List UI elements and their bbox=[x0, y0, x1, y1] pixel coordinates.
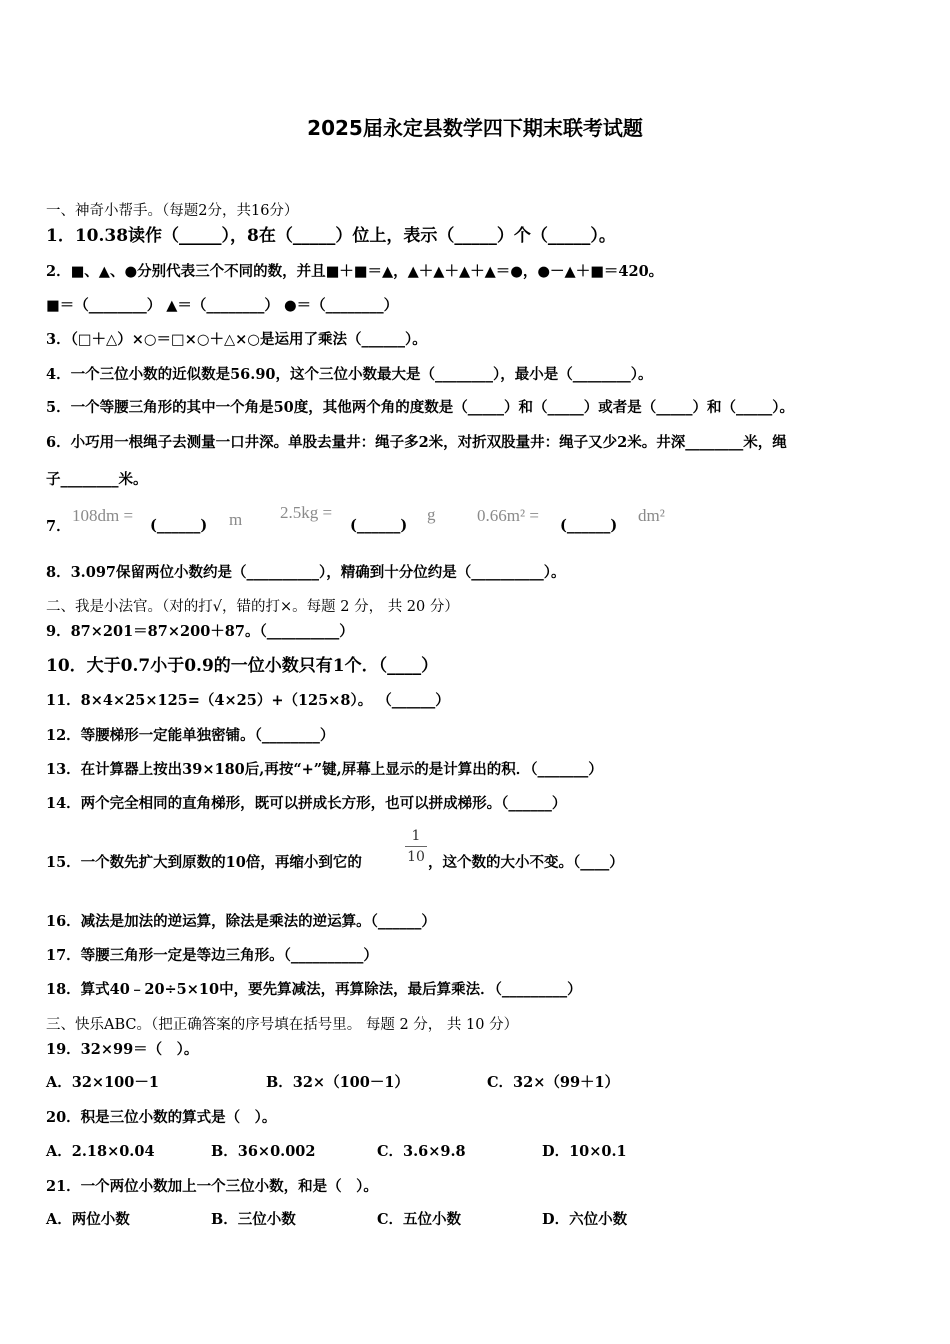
question-7-number: 7． bbox=[46, 518, 71, 535]
q21-option-c: C．五位小数 bbox=[377, 1211, 462, 1228]
question-17: 17．等腰三角形一定是等边三角形。（__________） bbox=[46, 947, 378, 964]
question-20: 20．积是三位小数的算式是（ ）。 bbox=[46, 1109, 277, 1126]
question-19: 19．32×99＝（ ）。 bbox=[46, 1041, 199, 1058]
question-9: 9．87×201＝87×200＋87。（__________） bbox=[46, 623, 354, 640]
q7-a-blank: (______) bbox=[150, 517, 208, 534]
question-4: 4．一个三位小数的近似数是56.90，这个三位小数最大是（________），最小是（________）。 bbox=[46, 366, 653, 383]
q7-b-blank: (______) bbox=[350, 517, 408, 534]
question-14: 14．两个完全相同的直角梯形，既可以拼成长方形，也可以拼成梯形。（______） bbox=[46, 795, 567, 812]
question-1: 1．10.38读作（_____），8在（_____）位上，表示（_____）个（_____）。 bbox=[46, 226, 616, 246]
question-5: 5．一个等腰三角形的其中一个角是50度，其他两个角的度数是（_____）和（_____）或者是（_____）和（_____）。 bbox=[46, 399, 795, 416]
question-8: 8．3.097保留两位小数约是（__________），精确到十分位约是（__________）。 bbox=[46, 564, 566, 581]
q7-b-expression: 2.5kg = bbox=[280, 503, 333, 522]
question-2-line-2: ■＝（________） ▲＝（________） ●＝（________） bbox=[46, 297, 399, 314]
question-2-line-1: 2．■、▲、●分别代表三个不同的数，并且■＋■＝▲，▲＋▲＋▲＋▲＝●，●－▲＋■＝420。 bbox=[46, 263, 664, 280]
q20-option-b: B．36×0.002 bbox=[211, 1143, 316, 1160]
section-3-heading: 三、快乐ABC。（把正确答案的序号填在括号里。 每题 2 分， 共 10 分） bbox=[46, 1017, 519, 1033]
question-21: 21．一个两位小数加上一个三位小数，和是（ ）。 bbox=[46, 1178, 378, 1195]
q21-option-d: D．六位小数 bbox=[542, 1211, 628, 1228]
q7-c-expression: 0.66m² = bbox=[477, 506, 539, 525]
fraction-numerator: 1 bbox=[411, 828, 421, 844]
fraction-one-tenth bbox=[405, 828, 427, 865]
section-1-heading: 一、神奇小帮手。（每题2分，共16分） bbox=[46, 203, 299, 219]
q7-c-unit: dm² bbox=[638, 506, 665, 525]
question-11: 11．8×4×25×125=（4×25）+（125×8）。 （______） bbox=[46, 692, 450, 709]
q19-option-a: A．32×100－1 bbox=[46, 1074, 159, 1091]
question-6-line-2: 子________米。 bbox=[46, 471, 148, 488]
q7-a-unit: m bbox=[229, 510, 243, 529]
q19-option-c: C．32×（99＋1） bbox=[487, 1074, 620, 1091]
section-2-heading: 二、我是小法官。（对的打√，错的打×。每题 2 分， 共 20 分） bbox=[46, 599, 459, 615]
question-15-part-2: ，这个数的大小不变。（____） bbox=[428, 854, 624, 871]
q21-option-b: B．三位小数 bbox=[211, 1211, 296, 1228]
question-13: 13．在计算器上按出39×180后,再按“+”键,屏幕上显示的是计算出的积．（_______） bbox=[46, 761, 603, 778]
question-18: 18．算式40﹣20÷5×10中，要先算减法，再算除法，最后算乘法．（_________） bbox=[46, 981, 582, 998]
q7-c-blank: (______) bbox=[560, 517, 618, 534]
q19-option-b: B．32×（100－1） bbox=[266, 1074, 409, 1091]
question-16: 16．减法是加法的逆运算，除法是乘法的逆运算。（______） bbox=[46, 913, 436, 930]
question-12: 12．等腰梯形一定能单独密铺。（________） bbox=[46, 727, 335, 744]
q7-b-unit: g bbox=[427, 505, 436, 524]
page-title: 2025届永定县数学四下期末联考试题 bbox=[307, 116, 643, 140]
question-3: 3．（□＋△）×○＝□×○＋△×○是运用了乘法（______）。 bbox=[46, 331, 427, 348]
q20-option-a: A．2.18×0.04 bbox=[46, 1143, 155, 1160]
question-15-part-1: 15．一个数先扩大到原数的10倍，再缩小到它的 bbox=[46, 854, 362, 871]
q7-a-expression: 108dm = bbox=[72, 506, 134, 525]
question-10: 10．大于0.7小于0.9的一位小数只有1个．（____） bbox=[46, 656, 439, 676]
q20-option-d: D．10×0.1 bbox=[542, 1143, 627, 1160]
question-6-line-1: 6．小巧用一根绳子去测量一口井深。单股去量井：绳子多2米，对折双股量井：绳子又少2米。井深________米，绳 bbox=[46, 434, 787, 451]
q21-option-a: A．两位小数 bbox=[46, 1211, 130, 1228]
fraction-denominator: 10 bbox=[407, 849, 425, 865]
q20-option-c: C．3.6×9.8 bbox=[377, 1143, 466, 1160]
